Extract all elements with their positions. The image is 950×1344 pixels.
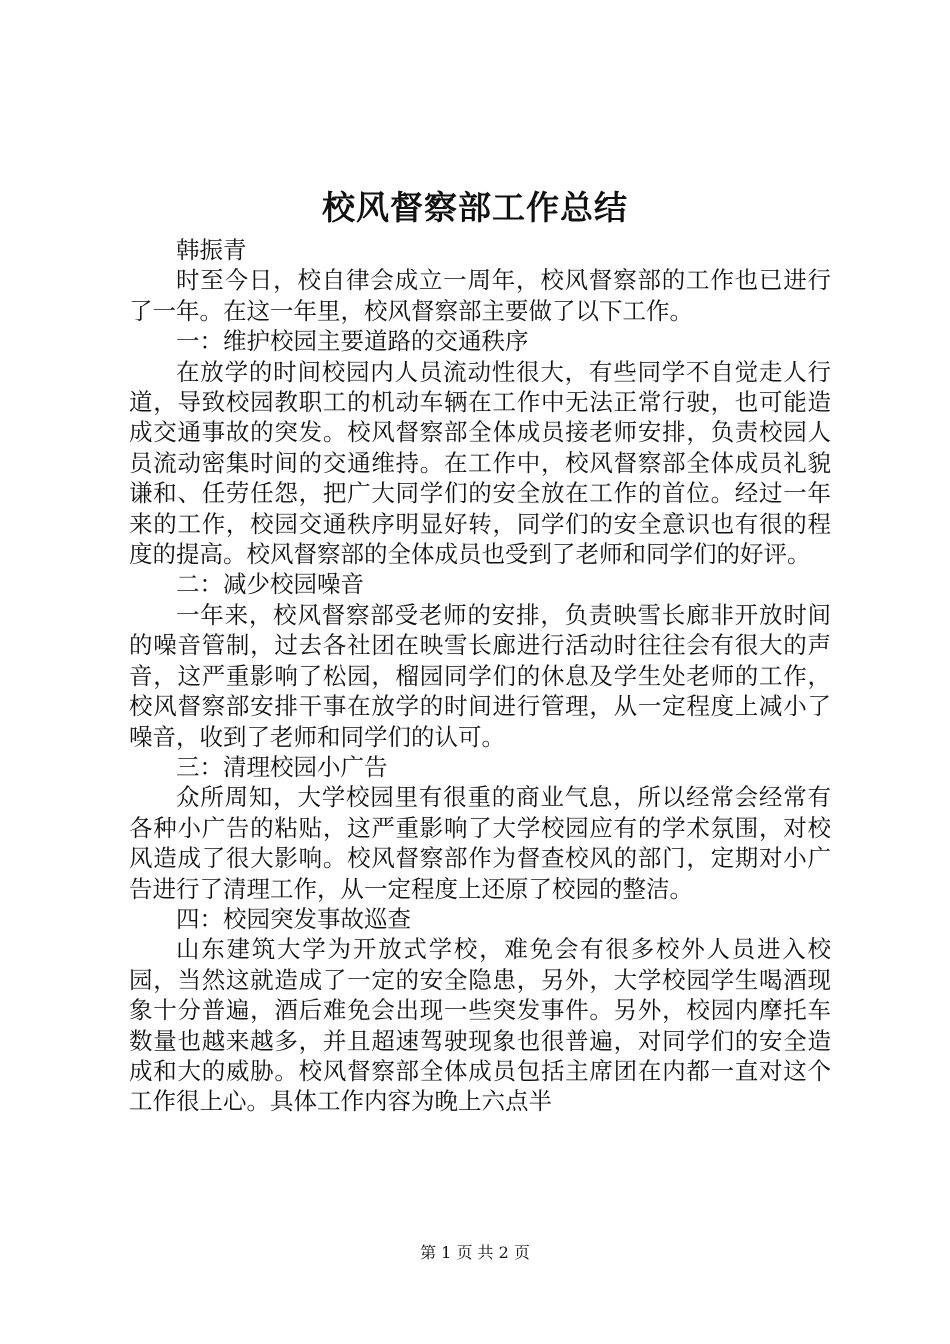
page-number-footer: 第 1 页 共 2 页 — [420, 1243, 530, 1262]
paragraph-intro: 时至今日，校自律会成立一周年，校风督察部的工作也已进行了一年。在这一年里，校风督察部主要做了以下工作。 — [129, 266, 831, 325]
section-heading-2: 二：减少校园噪音 — [176, 570, 364, 599]
document-body — [129, 235, 831, 1117]
section-heading-4: 四：校园突发事故巡查 — [176, 904, 411, 933]
document-title: 校风督察部工作总结 — [322, 188, 628, 227]
section-heading-1: 一：维护校园主要道路的交通秩序 — [176, 327, 529, 356]
paragraph-ads: 众所周知，大学校园里有很重的商业气息，所以经常会经常有各种小广告的粘贴，这严重影响了大学校园应有的学术氛围，对校风造成了很大影响。校风督察部作为督查校风的部门，定期对小广告进行了清理工作，从一定程度上还原了校园的整洁。 — [129, 783, 831, 903]
paragraph-patrol: 山东建筑大学为开放式学校，难免会有很多校外人员进入校园，当然这就造成了一定的安全隐患，另外，大学校园学生喝酒现象十分普遍，酒后难免会出现一些突发事件。另外，校园内摩托车数量也越来越多，并且超速驾驶现象也很普遍，对同学们的安全造成和大的威胁。校风督察部全体成员包括主席团在内都一直对这个工作很上心。具体工作内容为晚上六点半 — [129, 935, 831, 1116]
paragraph-noise: 一年来，校风督察部受老师的安排，负责映雪长廊非开放时间的噪音管制，过去各社团在映雪长廊进行活动时往往会有很大的声音，这严重影响了松园，榴园同学们的休息及学生处老师的工作，校风督察部安排干事在放学的时间进行管理，从一定程度上减小了噪音，收到了老师和同学们的认可。 — [129, 600, 831, 751]
author-line: 韩振青 — [176, 236, 247, 264]
section-heading-3: 三：清理校园小广告 — [176, 752, 388, 781]
paragraph-traffic: 在放学的时间校园内人员流动性很大，有些同学不自觉走人行道，导致校园教职工的机动车辆在工作中无法正常行驶，也可能造成交通事故的突发。校风督察部全体成员接老师安排，负责校园人员流动密集时间的交通维持。在工作中，校风督察部全体成员礼貌谦和、任劳任怨，把广大同学们的安全放在工作的首位。经过一年来的工作，校园交通秩序明显好转，同学们的安全意识也有很的程度的提高。校风督察部的全体成员也受到了老师和同学们的好评。 — [129, 357, 831, 569]
